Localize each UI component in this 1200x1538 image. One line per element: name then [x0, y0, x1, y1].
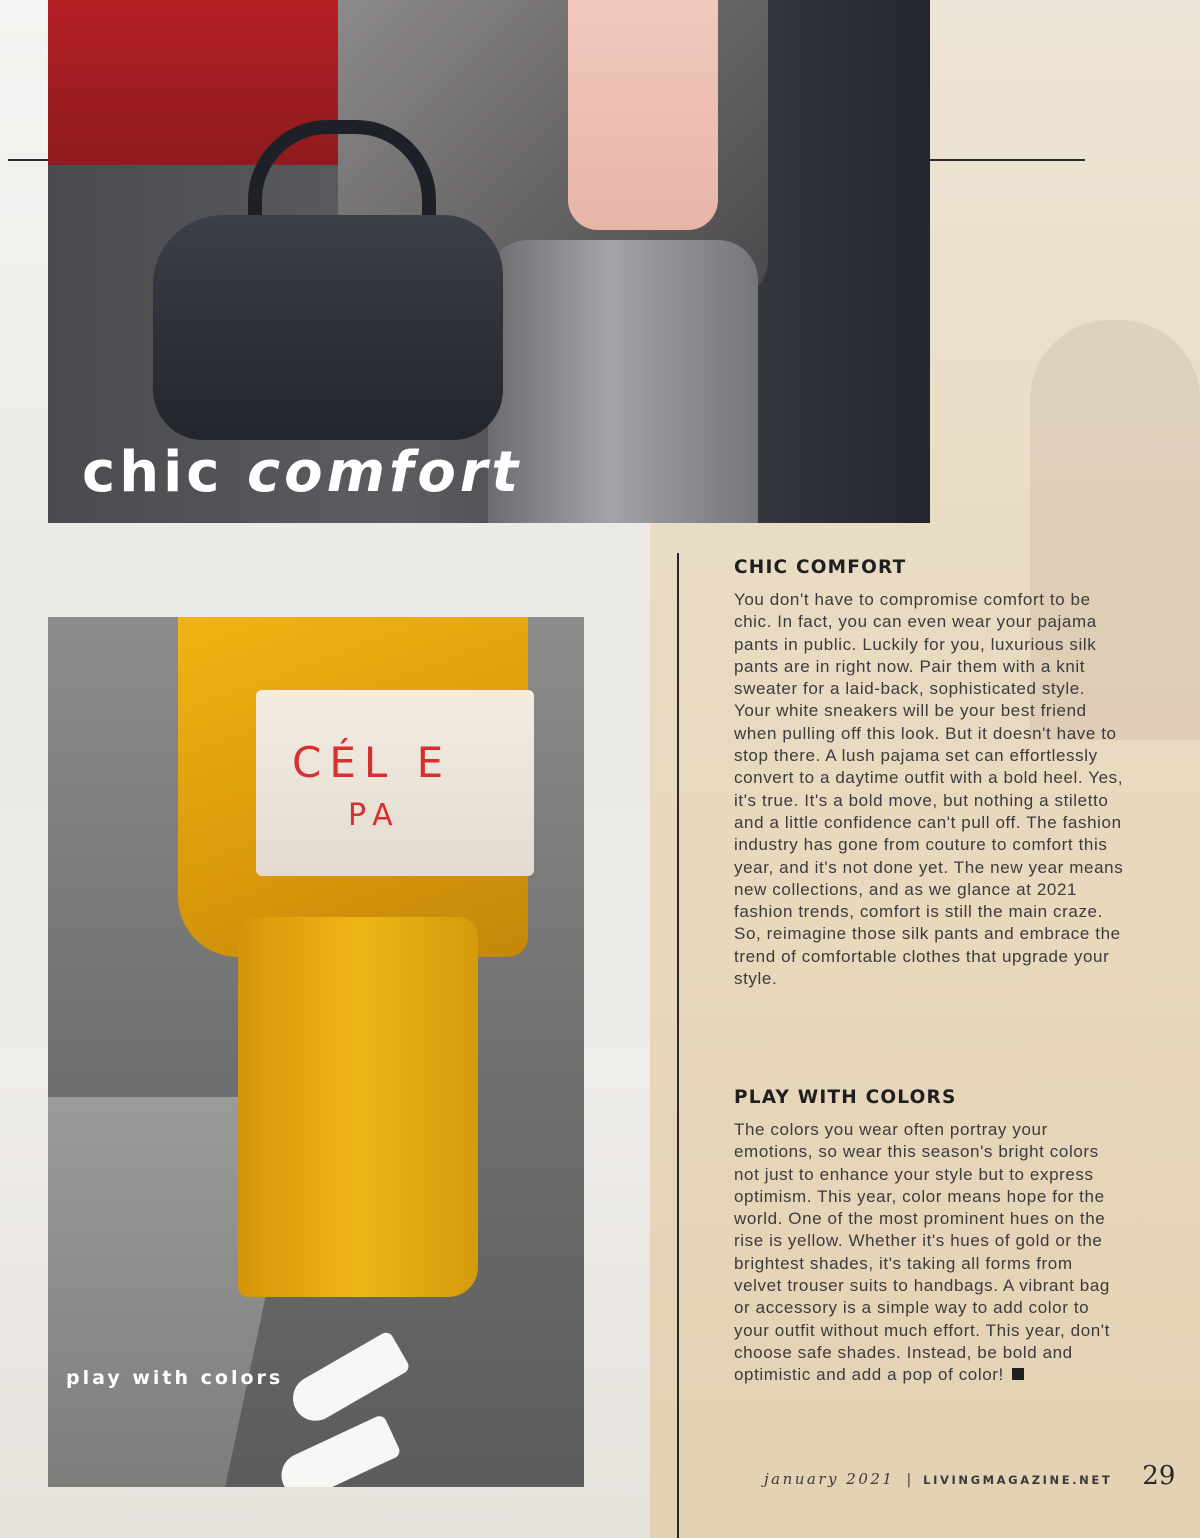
decorative-rule-right	[930, 159, 1085, 161]
yellow-skirt	[238, 917, 478, 1297]
section-body	[734, 1119, 1124, 1387]
decorative-rule-left	[8, 159, 50, 161]
photo-title-word1: chic	[82, 440, 224, 505]
white-heel-shoe	[285, 1330, 411, 1429]
white-heel-shoe	[274, 1414, 402, 1487]
footer-separator: |	[906, 1472, 912, 1488]
clutch-print-line2: PA	[348, 798, 401, 833]
photo-title	[82, 440, 522, 505]
section-body: You don't have to compromise comfort to be chic. In fact, you can even wear your pajama pants in public. Luckily for you, luxurious silk pants are in right now. Pair them with a knit sweater for a laid-back, sophisticated style. Your white sneakers will be your best friend when pulling off this look. But it doesn't have to stop there. A lush pajama set can effortlessly convert to a daytime outfit with a bold heel. Yes, it's true. It's a bold move, but nothing a stiletto and a little confidence can't pull off. The fashion industry has gone from couture to comfort this year, and it's not done yet. The new year means new collections, and as we glance at 2021 fashion trends, comfort is still the main craze. So, reimagine those silk pants and embrace the trend of comfortable clothes that upgrade your style.	[734, 590, 1124, 989]
page-footer	[764, 1461, 1175, 1491]
end-mark-icon	[1012, 1368, 1024, 1380]
black-handbag	[153, 215, 503, 440]
white-clutch	[256, 690, 534, 876]
section-heading: PLAY WITH COLORS	[734, 1087, 957, 1108]
photo-title-word2: comfort	[246, 440, 523, 505]
section-heading: CHIC COMFORT	[734, 557, 907, 578]
pink-sweater	[568, 0, 718, 230]
clutch-print-line1: CÉL E	[292, 738, 452, 787]
article-section-chic-comfort	[734, 557, 1124, 990]
column-divider	[677, 553, 679, 1538]
page-number: 29	[1142, 1461, 1176, 1491]
play-with-colors-photo	[48, 617, 584, 1487]
silk-pants	[488, 240, 758, 523]
photo-caption: play with colors	[66, 1367, 284, 1389]
section-body-text: The colors you wear often portray your emotions, so wear this season's bright colors not just to enhance your style but to express optimism. This year, color means hope for the world. One of the most prominent hues on the rise is yellow. Whether it's hues of gold or the brightest shades, it's taking all forms from velvet trouser suits to handbags. A vibrant bag or accessory is a simple way to add color to your outfit without much effort. This year, don't choose safe shades. Instead, be bold and optimistic and add a pop of color!	[734, 1120, 1110, 1385]
issue-date: january 2021	[764, 1470, 895, 1488]
article-section-play-with-colors	[734, 1087, 1124, 1387]
website-link[interactable]: LIVINGMAGAZINE.NET	[923, 1473, 1113, 1487]
